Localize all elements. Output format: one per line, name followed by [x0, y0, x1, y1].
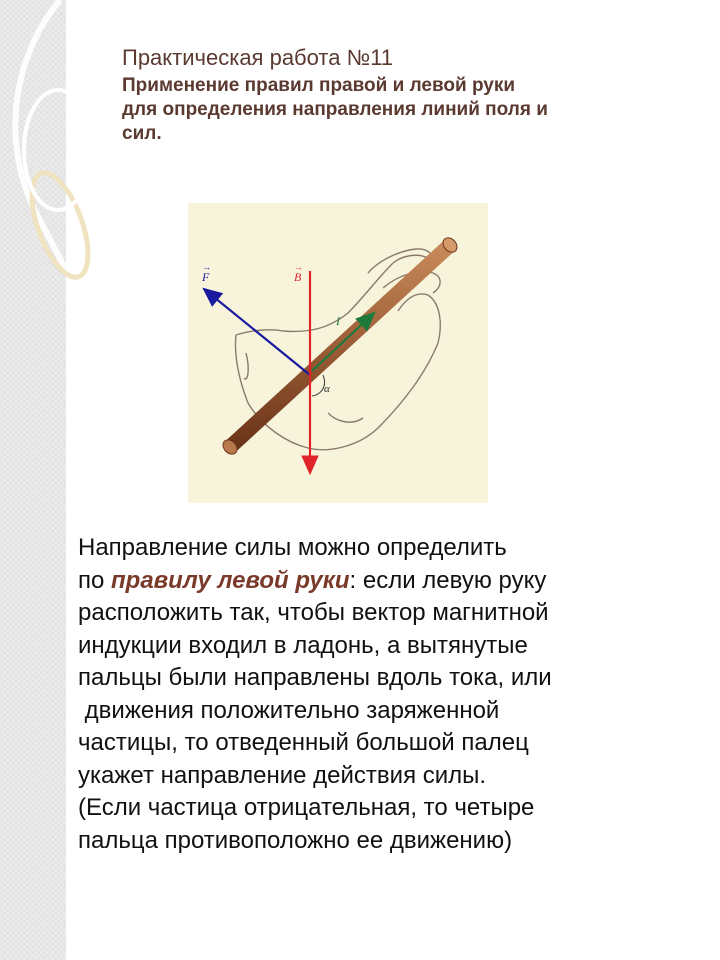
- body-paragraph: [78, 532, 718, 857]
- text-line: индукции входил в ладонь, а вытянутые: [78, 631, 528, 659]
- left-hand-rule-emphasis: правилу левой руки: [111, 566, 350, 594]
- text-line: расположить так, чтобы вектор магнитной: [78, 599, 549, 626]
- title-block: [122, 44, 702, 146]
- induction-label: B: [294, 270, 302, 284]
- page-subtitle: [122, 74, 702, 146]
- force-label: F: [202, 270, 210, 284]
- text-line: пальцы были направлены вдоль тока, или: [78, 664, 552, 691]
- text-line: движения положительно заряженной: [78, 696, 500, 724]
- left-hand-rule-figure: [188, 203, 488, 503]
- text-fragment: : если левую руку: [349, 566, 547, 594]
- text-line: пальца противоположно ее движению): [78, 826, 513, 854]
- text-line: укажет направление действия силы.: [78, 761, 487, 789]
- text-line: Направление силы можно определить: [78, 534, 507, 561]
- current-label: I: [336, 314, 340, 328]
- page-title: Практическая работа №11: [122, 45, 394, 70]
- text-line: частицы, то отведенный большой палец: [78, 729, 529, 756]
- subtitle-line: для определения направления линий поля и: [122, 99, 548, 120]
- force-vector-mark: →: [202, 262, 211, 272]
- angle-label: α: [324, 383, 330, 395]
- subtitle-line: Применение правил правой и левой руки: [122, 75, 516, 96]
- decorative-swirl: [0, 0, 110, 310]
- text-line: (Если частица отрицательная, то четыре: [78, 794, 535, 821]
- text-line: [78, 565, 718, 598]
- subtitle-line: сил.: [122, 123, 162, 144]
- text-fragment: по: [78, 566, 112, 594]
- induction-vector-mark: →: [294, 262, 303, 272]
